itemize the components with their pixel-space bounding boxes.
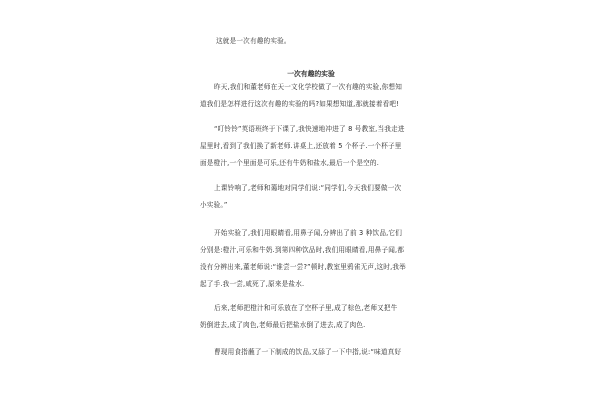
- paragraph-line: 道我们是怎样进行这次有趣的实验的吗?如果想知道,那就接着看吧!: [200, 100, 400, 108]
- paragraph-line: 起了手.我一尝,咸死了,原来是盐水.: [200, 280, 305, 288]
- paragraph-line: 面是橙汁,一个里面是可乐,还有牛奶和盐水,最后一个是空的.: [200, 159, 380, 167]
- paragraph-line: 开始实验了,我们用眼睛看,用鼻子闻,分辨出了前 3 种饮品,它们: [214, 229, 403, 237]
- intro-line: 这就是一次有趣的实验。: [216, 37, 291, 45]
- paragraph-6: [200, 344, 422, 361]
- paragraph-line: 后来,老师把橙汁和可乐放在了空杯子里,成了棕色,老师又把牛: [214, 304, 398, 312]
- paragraph-line: 上课铃响了,老师和蔼地对同学们说:“同学们,今天我们要做一次: [214, 184, 402, 192]
- paragraph-line: “叮铃铃”英语班终于下课了,我快速地冲进了 8 号教室,当我走进: [214, 125, 405, 133]
- paragraph-line: 分别是:橙汁,可乐和牛奶.到第四种饮品时,我们用眼睛看,用鼻子闻,都: [200, 246, 405, 254]
- paragraph-line: 曹现用食指蘸了一下制成的饮品,又舔了一下中指,说:“味道真好: [214, 348, 402, 356]
- paragraph-1: [200, 79, 422, 113]
- paragraph-3: [200, 180, 422, 214]
- paragraph-line: 屋里时,看到了我们换了新老师.讲桌上,还放着 5 个杯子.一个杯子里: [200, 142, 402, 150]
- paragraph-line: 没有分辨出来,董老师说:“谁尝一尝?”顿时,教室里鸦雀无声,这时,我举: [200, 263, 406, 271]
- paragraph-2: [200, 121, 422, 172]
- paragraph-line: 昨天,我们和董老师在天一文化学校做了一次有趣的实验,你想知: [214, 83, 403, 91]
- intro-paragraph: [200, 33, 422, 50]
- paragraph-line: 小实验。”: [200, 201, 228, 209]
- paragraph-4: [200, 225, 422, 293]
- paragraph-5: [200, 300, 422, 334]
- paragraph-line: 奶倒进去,成了肉色,老师最后把盐水倒了进去,成了肉色.: [200, 321, 366, 329]
- document-title: 一次有趣的实验: [287, 70, 335, 78]
